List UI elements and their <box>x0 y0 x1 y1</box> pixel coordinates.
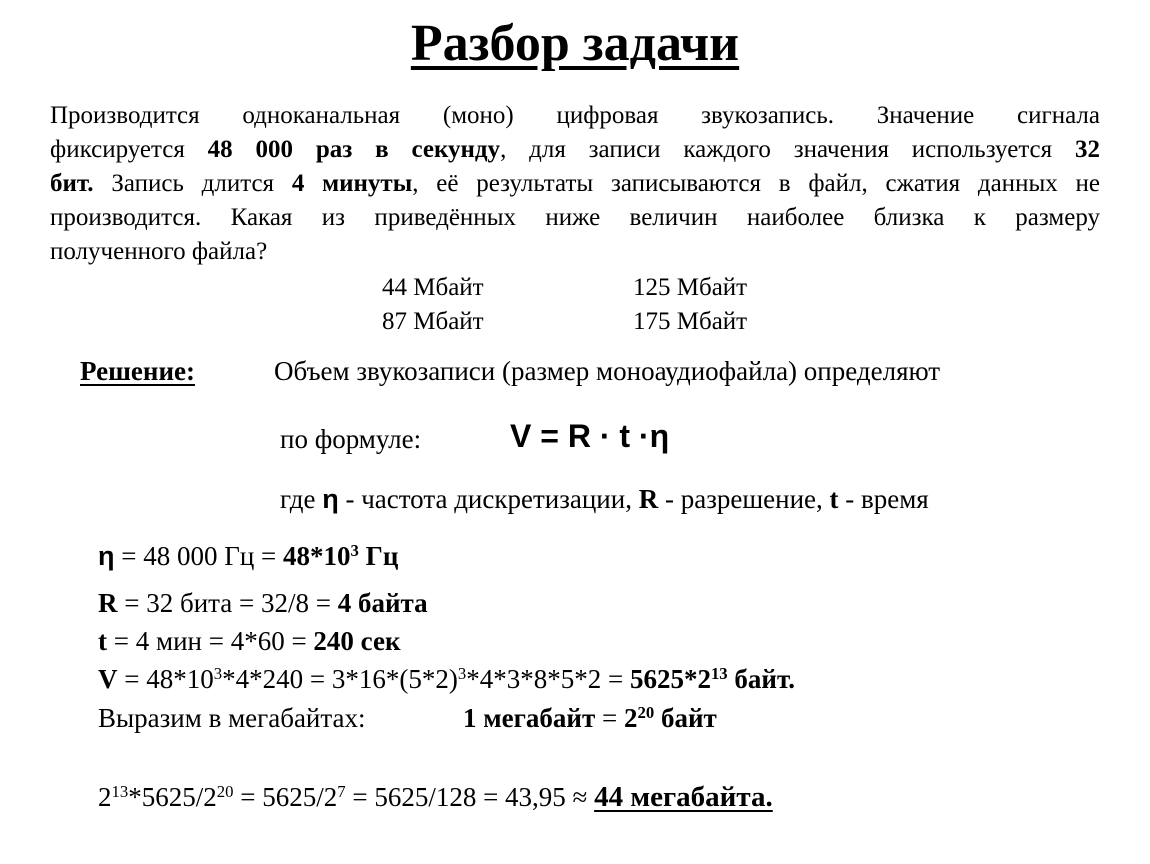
calc-eta: η = 48 000 Гц = $48*10^3$ Гц <box>98 540 399 571</box>
calc-final: $2^{13}*5625/2^{20} = 5625/2^7 = 5625/128 = 43,95 \approx 44$ мегабайта. <box>98 781 773 813</box>
calc-mb-label: Выразим в мегабайтах: <box>98 703 366 733</box>
eta-symbol: η <box>322 484 339 514</box>
duration-emphasis: 4 минуты <box>291 170 413 197</box>
bits-unit-emphasis: бит. <box>50 170 94 197</box>
problem-line-2: фиксируется 48 000 раз в секунду, для записи каждого значения используется 32 <box>50 136 1100 163</box>
calc-v: $V = 48*10^3*4*240 = 3*16*(5*2)^3*4*3*8*5*2 = 5625*2^{13}$ байт. <box>98 663 795 694</box>
volume-formula: V = R · t ·η <box>510 418 670 454</box>
page-title: Разбор задачи <box>410 15 740 72</box>
solution-intro: Объем звукозаписи (размер моноаудиофайла) определяют <box>274 356 941 386</box>
problem-line-4: производится. Какая из приведённых ниже величин наиболее близка к размеру <box>50 204 1100 231</box>
problem-line-5: полученного файла? <box>50 238 268 265</box>
option-3: 87 Мбайт <box>382 308 484 335</box>
problem-text <box>50 99 1100 269</box>
calc-mb-conversion: 1 мегабайт = $2^{20}$ байт <box>463 702 717 733</box>
final-answer: 44 мегабайта. <box>594 781 773 813</box>
formula-legend: где η - частота дискретизации, R - разрешение, t - время <box>280 484 929 514</box>
calc-r: R = 32 бита = 32/8 = 4 байта <box>98 588 428 618</box>
rate-emphasis: 48 000 раз в секунду <box>207 136 501 163</box>
t-symbol: t <box>829 484 839 514</box>
bits-emphasis: 32 <box>1074 136 1100 163</box>
option-4: 175 Мбайт <box>633 308 748 335</box>
solution-label: Решение: <box>80 356 195 386</box>
problem-line-3: бит. Запись длится 4 минуты, её результаты записываются в файл, сжатия данных не <box>50 170 1100 197</box>
option-1: 44 Мбайт <box>382 274 484 301</box>
option-2: 125 Мбайт <box>633 274 748 301</box>
r-symbol: R <box>638 484 659 514</box>
formula-prefix: по формуле: <box>280 424 422 454</box>
problem-line-1: Производится одноканальная (моно) цифровая звукозапись. Значение сигнала <box>50 102 1100 129</box>
calc-t: t = 4 мин = 4*60 = 240 сек <box>98 626 401 656</box>
